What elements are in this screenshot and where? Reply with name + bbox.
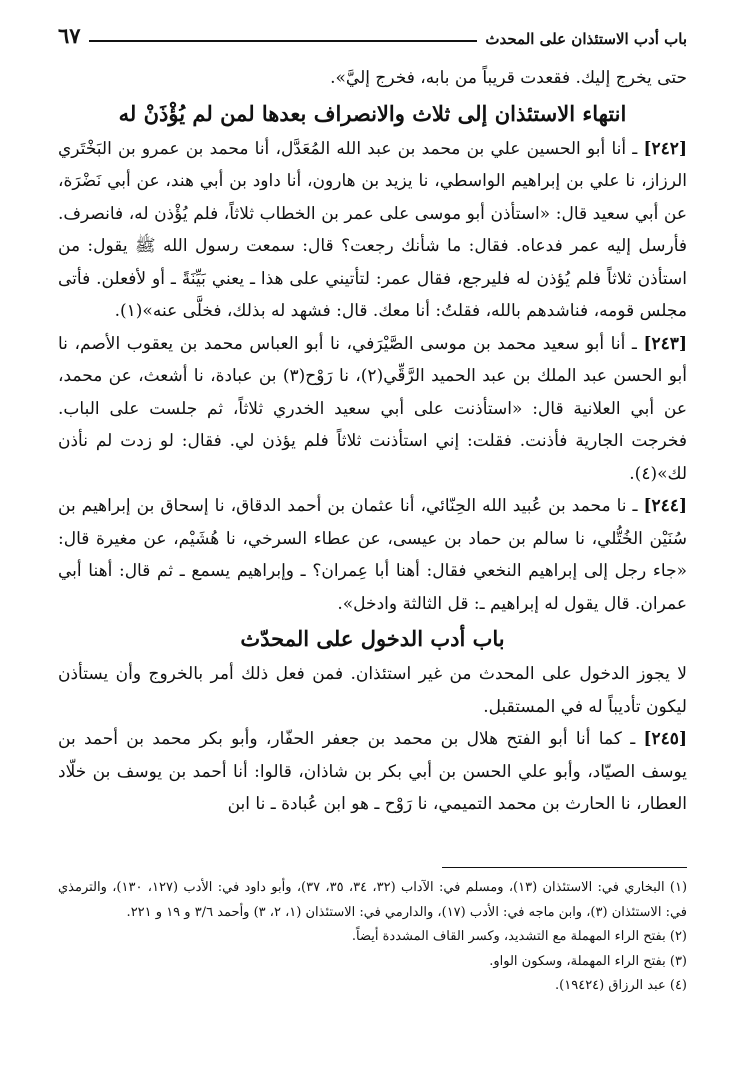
- running-title: باب أدب الاستئذان على المحدث: [485, 30, 687, 48]
- hadith-text: ـ أنا أبو الحسين علي بن محمد بن عبد الله المُعَدَّل، أنا محمد بن عمرو بن البَخْتَري الرزاز، نا علي بن إبراهيم الواسطي، نا يزيد بن هارون، أنا داود بن أبي هند، عن أبي نَضْرَة، عن أبي سعيد قال: «استأذن أبو موسى على عمر بن الخطاب ثلاثاً، فلم يُؤْذن له، فانصرف. فأرسل إليه عمر فدعاه. فقال: ما شأنك رجعت؟ قال: سمعت رسول الله ﷺ يقول: من استأذن ثلاثاً فلم يُؤذن له فليرجع، فقال عمر: لتأتيني على هذا ـ يعني بَيِّنَةً ـ أو لأفعلن. فأتى مجلس قومه، فناشدهم بالله، فقلتُ: أنا معك. قال: فشهد له بذلك، فخلَّى عنه»(١).: [58, 138, 687, 321]
- hadith-paragraph: [58, 723, 687, 821]
- page-header: [58, 18, 687, 48]
- section-heading-2: باب أدب الدخول على المحدّث: [240, 626, 505, 651]
- footnote: (٤) عبد الرزاق (١٩٤٢٤).: [555, 978, 687, 993]
- header-rule: [89, 40, 478, 42]
- footnotes: [58, 876, 687, 999]
- footnote: (١) البخاري في: الاستئذان (١٣)، ومسلم في: الآداب (٣٢، ٣٤، ٣٥، ٣٧)، وأبو داود في: الأدب (١٢٧، ١٣٠)، والترمذي في: الاستئذان (٣)، وابن ماجه في: الأدب (١٧)، والدارمي في: الاستئذان (١، ٢، ٣) وأحمد ٣/٦ و ١٩ و ٢٢١.: [58, 880, 688, 920]
- main-text: [58, 62, 687, 821]
- hadith-number: [٢٤٥]: [643, 729, 687, 749]
- hadith-paragraph: [58, 490, 687, 620]
- hadith-paragraph: [58, 133, 687, 328]
- footnote-rule: [442, 867, 687, 868]
- hadith-paragraph: [58, 328, 687, 491]
- page-number: ٦٧: [58, 23, 81, 48]
- hadith-text: ـ أنا أبو سعيد محمد بن موسى الصَّيْرَفي، نا أبو العباس محمد بن يعقوب الأصم، نا أبو الحسن عبد الملك بن عبد الحميد الرَّقِّي(٢)، نا رَوْح(٣) بن عبادة، نا أشعث، عن محمد، عن أبي العلانية قال: «استأذنت على أبي سعيد الخدري ثلاثاً، ثم جلست على الباب. فخرجت الجارية فأذنت. فقلت: إني استأذنت ثلاثاً فلم يؤذن لي. فقال: لو زدت لم نأذن لك»(٤).: [58, 333, 687, 484]
- footnote: (٢) بفتح الراء المهملة مع التشديد، وكسر القاف المشددة أيضاً.: [351, 929, 687, 944]
- intro-paragraph: لا يجوز الدخول على المحدث من غير استئذان. فمن فعل ذلك أمر بالخروج وأن يستأذن ليكون تأديباً له في المستقبل.: [58, 664, 687, 717]
- hadith-text: ـ كما أنا أبو الفتح هلال بن محمد بن جعفر الحفّار، وأبو بكر محمد بن أحمد بن يوسف الصيّاد، وأبو علي الحسن بن أبي بكر بن شاذان، قالوا: أنا أحمد بن يوسف بن خلّاد العطار، نا الحارث بن محمد التميمي، نا رَوْح ـ هو ابن عُبادة ـ نا ابن: [58, 729, 687, 814]
- section-heading-1: انتهاء الاستئذان إلى ثلاث والانصراف بعدها لمن لم يُؤْذَنْ له: [118, 100, 627, 126]
- hadith-text: ـ نا محمد بن عُبيد الله الحِنّائي، أنا عثمان بن أحمد الدقاق، نا إسحاق بن إبراهيم بن سُنَيْن الخُتُّلي، نا سالم بن حماد بن عيسى، عن عطاء السرخي، نا هُشَيْم، عن مغيرة قال: «جاء رجل إلى إبراهيم النخعي فقال: أهنا أبا عِمران؟ ـ وإبراهيم يسمع ـ ثم قال: أهنا أبي عمران. قال يقول له إبراهيم ـ: قل الثالثة وادخل».: [58, 496, 687, 614]
- continuation-text: حتى يخرج إليك. فقعدت قريباً من بابه، فخرج إليَّ».: [330, 68, 687, 88]
- hadith-number: [٢٤٣]: [643, 333, 687, 354]
- hadith-number: [٢٤٢]: [643, 138, 687, 159]
- hadith-number: [٢٤٤]: [643, 496, 687, 516]
- footnote: (٣) بفتح الراء المهملة، وسكون الواو.: [489, 953, 687, 969]
